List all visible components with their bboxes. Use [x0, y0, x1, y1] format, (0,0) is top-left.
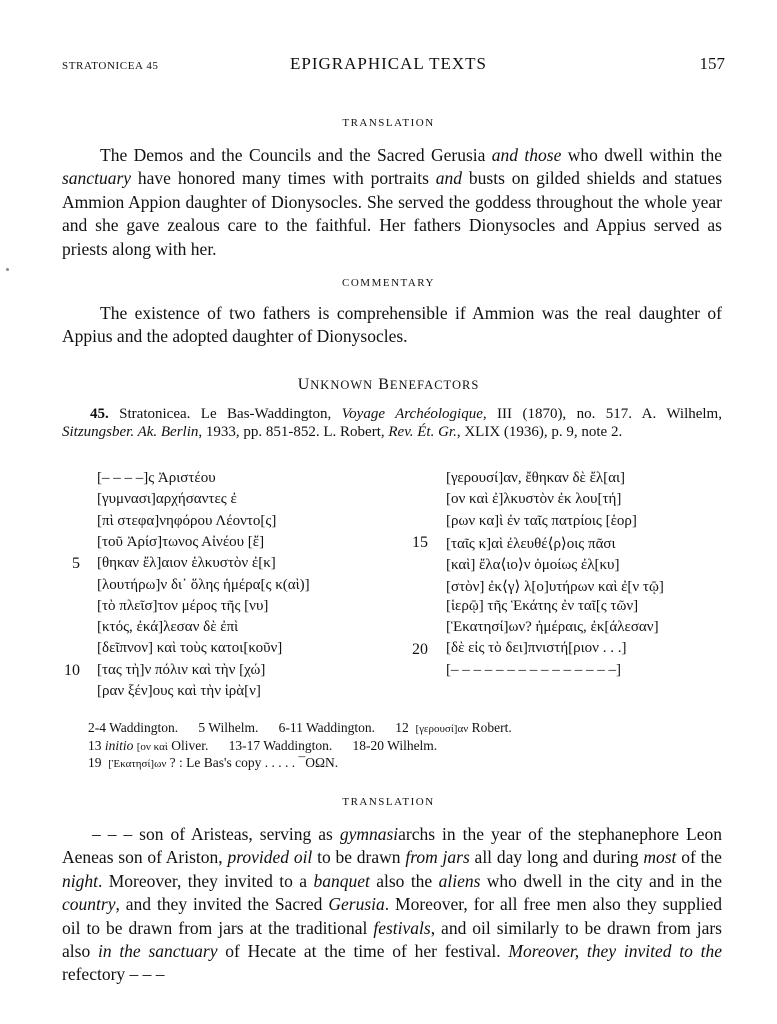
inscription-line: [ον καὶ ἐ]λκυστὸν ἐκ λου[τή]	[446, 491, 622, 508]
inscription-line: [δεῖπνον] καὶ τοὺς κατοι[κοῦν]	[97, 640, 283, 657]
italic-run: Voyage Archéologique	[341, 406, 483, 422]
inscription-line: [τοῦ Ἀρίσ]τωνος Αἰνέου [ἔ]	[97, 533, 265, 550]
line-number-10: 10	[64, 662, 80, 679]
italic-run: Rev. Ét. Gr.	[388, 423, 457, 440]
inscription-line: [πὶ στεφα]νηφόρου Λέοντο[ς]	[97, 512, 277, 529]
apparatus-note-number: 12	[395, 720, 409, 735]
inscription-line: [δὲ εἰς τὸ δει]πνιστή[ριον . . .]	[446, 640, 627, 657]
italic-run: Moreover, they invited to the	[508, 941, 722, 962]
apparatus-note: 5 Wilhelm.	[198, 720, 259, 735]
apparatus-note: Oliver.	[171, 737, 209, 753]
italic-run: Gerusia	[328, 894, 385, 915]
apparatus-greek: [γερουσί]αν	[415, 723, 469, 735]
apparatus-note: 13-17 Waddington.	[228, 737, 333, 753]
apparatus-line-1	[88, 720, 512, 738]
italic-run: and	[435, 168, 463, 189]
text-run: to be drawn	[312, 847, 406, 868]
text-run: The Demos and the Councils and the Sacred Gerusia	[100, 145, 492, 165]
italic-run: country	[62, 894, 116, 915]
inscription-line: [Ἑκατησί]ων? ἡμέραις, ἐκ[άλεσαν]	[446, 619, 659, 636]
italic-run: Sitzungsber. Ak. Berlin	[62, 423, 199, 440]
inscription-line: [κτός, ἐκά]λεσαν δὲ ἐπὶ	[97, 619, 239, 636]
inscription-line: [τας τὴ]ν πόλιν καὶ τὴν [χώ]	[97, 661, 266, 678]
apparatus-note-number: 19	[88, 755, 102, 770]
text-run: Stratonicea. Le Bas-Waddington,	[108, 406, 342, 422]
apparatus-greek: [ον καὶ	[136, 740, 168, 753]
running-head-title: EPIGRAPHICAL TEXTS	[290, 54, 487, 73]
inscription-line: [ταῖς κ]αὶ ἐλευθέ⟨ρ⟩οις πᾶσι	[446, 535, 616, 552]
inscription-line: [– – – – – – – – – – – – – – –]	[446, 661, 621, 678]
italic-run: sanctuary	[62, 168, 132, 189]
inscription-line: [γυμνασι]αρχήσαντες ἐ	[97, 491, 237, 508]
text-run: who dwell within the	[561, 145, 722, 165]
translation-paragraph-1	[62, 144, 722, 261]
inscription-line: [στὸν] ἐκ⟨γ⟩ λ[ο]υτήρων καὶ ἐ[ν τῷ]	[446, 578, 664, 595]
text-run: have honored many times with portraits	[131, 168, 436, 189]
commentary-paragraph	[62, 302, 722, 349]
italic-run: provided oil	[227, 847, 313, 868]
section-heading	[0, 376, 777, 394]
text-run: , III (1870), no. 517. A. Wilhelm,	[482, 406, 722, 422]
entry-number: 45.	[90, 406, 109, 422]
text-run: . Moreover, for all free men also they supplied oil to be drawn from jars at the traditional	[62, 894, 722, 938]
text-run: who dwell in the city and in the	[480, 870, 722, 891]
italic-run: in the sanctuary	[97, 941, 218, 962]
inscription-line: [ραν ξέν]ους καὶ τὴν ἱρὰ[ν]	[97, 683, 261, 699]
commentary-text: The existence of two fathers is comprehensible if Ammion was the real daughter of Appius and the adopted daughter of Dionysocles.	[62, 303, 722, 347]
italic-run: and those	[491, 145, 562, 165]
apparatus-italic: initio	[104, 737, 134, 753]
page-number: 157	[699, 54, 725, 73]
bibliography-text	[62, 406, 722, 440]
text-run: , 1933, pp. 851-852. L. Robert,	[198, 423, 389, 440]
text-run: all day long and during	[469, 847, 644, 868]
inscription-line: [καὶ] ἔλα⟨ιο⟩ν ὁμοίως ἐλ[κυ]	[446, 557, 620, 574]
text-run: . Moreover, they invited to a	[97, 870, 314, 891]
text-run: archs in the year of the stephanephore Leon Aeneas son of Ariston,	[62, 824, 722, 868]
inscription-line: [λουτήρω]ν δι᾽ ὅλης ἡμέρα[ς κ(αὶ)]	[97, 576, 310, 593]
margin-mark	[6, 268, 9, 271]
apparatus-note: 6-11 Waddington.	[278, 720, 376, 735]
running-head-left: STRATONICEA 45	[62, 60, 159, 72]
text-run: busts on gilded shields and statues Ammion Appion daughter of Dionysocles. She served the goddess throughout the whole year and she gave zealous care to the faithful. Her fathers Dionysocles and Appius served as priests along with her.	[62, 168, 722, 259]
apparatus-line-3	[88, 755, 512, 773]
line-number-5: 5	[72, 555, 80, 572]
translation-text-2	[62, 823, 722, 987]
inscription-line: [– – – –]ς Ἀριστέου	[97, 470, 216, 486]
italic-run: aliens	[438, 870, 481, 891]
text-run: refectory – – –	[62, 964, 165, 985]
apparatus-note-number: 13	[88, 737, 102, 753]
apparatus-note: ? : Le Bas's copy . . . . . ¯ΟΩΝ.	[169, 755, 339, 770]
line-number-15: 15	[412, 534, 428, 551]
text-run: , XLIX (1936), p. 9, note 2.	[456, 423, 623, 440]
italic-run: banquet	[313, 870, 370, 891]
italic-run: night	[62, 870, 98, 891]
italic-run: from jars	[405, 847, 470, 868]
inscription-line: [γερουσί]αν, ἔθηκαν δὲ ἔλ[αι]	[446, 470, 626, 486]
italic-run: festivals	[373, 917, 431, 938]
apparatus-criticus	[88, 720, 512, 773]
translation-text-1	[62, 144, 722, 261]
text-run: of Hecate at the time of her festival.	[217, 941, 509, 962]
text-run: , and oil similarly to be drawn from jars also	[62, 917, 722, 962]
translation-paragraph-2	[62, 823, 722, 987]
text-run: also the	[369, 870, 439, 891]
translation-title-1: TRANSLATION	[342, 117, 435, 129]
inscription-line: [ρων κα]ὶ ἐν ταῖς πατρίοις [ἑορ]	[446, 512, 637, 529]
text-run: of the	[676, 847, 722, 868]
apparatus-note: 2-4 Waddington.	[88, 720, 179, 735]
translation-title-2: TRANSLATION	[342, 796, 435, 808]
commentary-title: COMMENTARY	[342, 277, 435, 289]
italic-run: gymnasi	[339, 824, 399, 844]
italic-run: most	[643, 847, 677, 868]
apparatus-note: 18-20 Wilhelm.	[352, 737, 438, 753]
bibliography-entry	[62, 406, 722, 441]
text-run: , and they invited the Sacred	[115, 894, 329, 915]
apparatus-note: Robert.	[471, 720, 512, 735]
line-number-20: 20	[412, 641, 428, 658]
inscription-line: [τὸ πλεῖσ]τον μέρος τῆς [νυ]	[97, 597, 269, 614]
apparatus-line-2	[88, 738, 512, 756]
text-run: – – – son of Aristeas, serving as	[92, 824, 340, 844]
apparatus-greek: [Ἑκατησί]ων	[108, 758, 167, 770]
inscription-line: [θηκαν ἔλ]αιον ἑλκυστὸν ἐ[κ]	[97, 555, 276, 572]
section-heading-text: UNKNOWN BENEFACTORS	[297, 376, 480, 393]
inscription-line: [ἱερῷ] τῆς Ἑκάτης ἐν ταῖ[ς τῶν]	[446, 597, 639, 614]
